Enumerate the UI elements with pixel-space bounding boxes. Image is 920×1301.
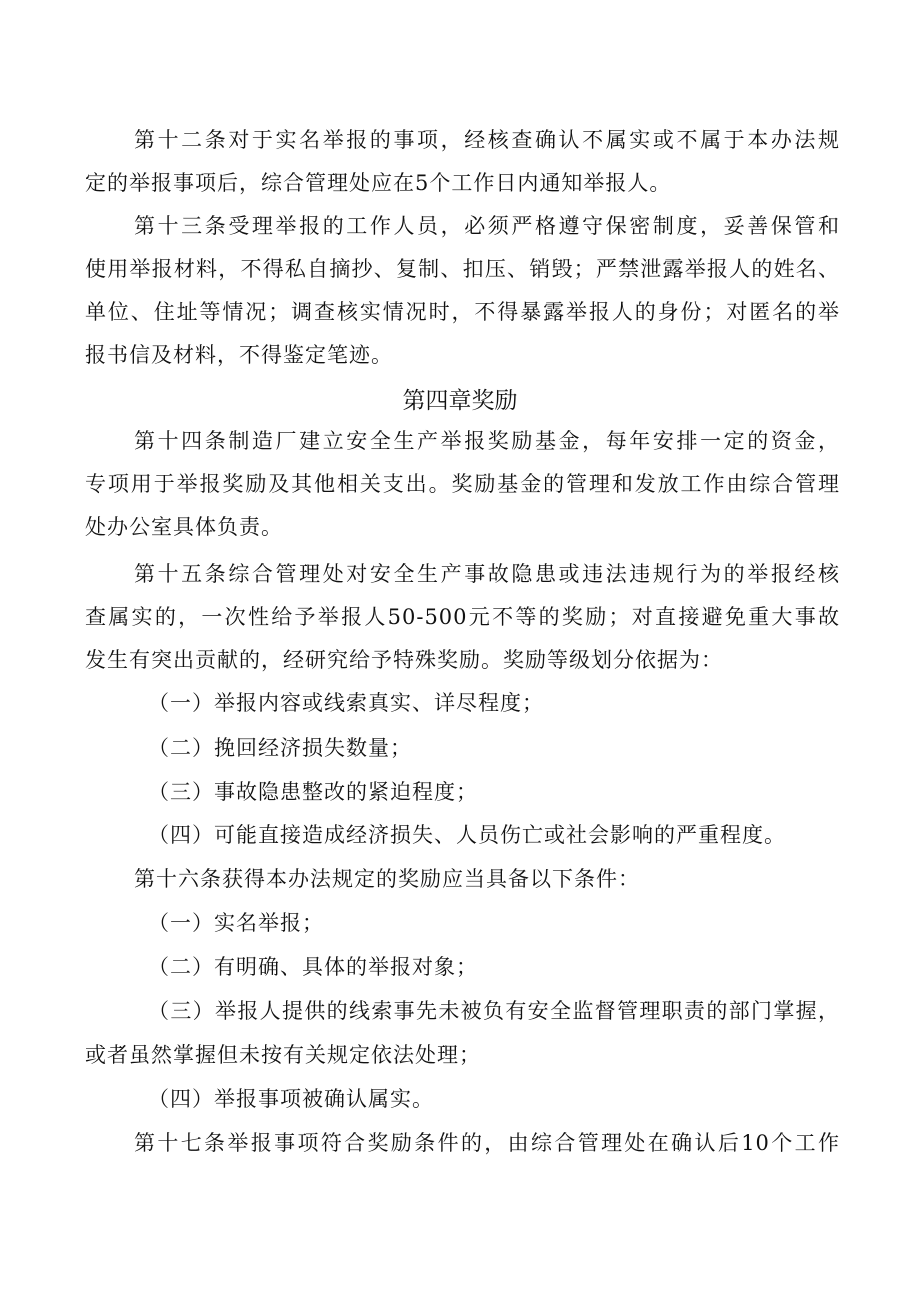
article-16-item-2: （二）有明确、具体的举报对象； [148,955,478,979]
article-12-line-2: 定的举报事项后，综合管理处应在5个工作日内通知举报人。 [85,171,672,195]
article-16-item-3-line-1: （三）举报人提供的线索事先未被负有安全监督管理职责的部门掌握， [148,999,840,1023]
article-16-item-1: （一）实名举报； [148,911,324,935]
article-15-item-3: （三）事故隐患整改的紧迫程度； [148,780,478,804]
article-15-line-3: 发生有突出贡献的，经研究给予特殊奖励。奖励等级划分依据为： [85,648,723,672]
article-16-item-4: （四）举报事项被确认属实。 [148,1087,434,1111]
article-15-item-4: （四）可能直接造成经济损失、人员伤亡或社会影响的严重程度。 [148,823,786,847]
article-15-line-2: 查属实的，一次性给予举报人50-500元不等的奖励；对直接避免重大事故 [85,605,840,629]
article-17-line-1: 第十七条举报事项符合奖励条件的，由综合管理处在确认后10个工作 [134,1131,840,1155]
chapter-heading: 第四章奖励 [402,388,518,414]
article-16-line-1: 第十六条获得本办法规定的奖励应当具备以下条件： [134,867,640,891]
article-14-line-1: 第十四条制造厂建立安全生产举报奖励基金，每年安排一定的资金， [134,429,840,453]
article-15-item-2: （二）挽回经济损失数量； [148,736,412,760]
article-16-item-3-line-2: 或者虽然掌握但未按有关规定依法处理； [85,1043,481,1067]
article-12-line-1: 第十二条对于实名举报的事项，经核查确认不属实或不属于本办法规 [134,128,840,152]
article-14-line-3: 处办公室具体负责。 [85,515,283,539]
article-13-line-1: 第十三条受理举报的工作人员，必须严格遵守保密制度，妥善保管和 [134,214,840,238]
article-14-line-2: 专项用于举报奖励及其他相关支出。奖励基金的管理和发放工作由综合管理 [85,472,840,496]
article-15-item-1: （一）举报内容或线索真实、详尽程度； [148,691,544,715]
article-13-line-2: 使用举报材料，不得私自摘抄、复制、扣压、销毁；严禁泄露举报人的姓名、 [85,257,840,281]
article-13-line-3: 单位、住址等情况；调查核实情况时，不得暴露举报人的身份；对匿名的举 [85,300,840,324]
article-15-line-1: 第十五条综合管理处对安全生产事故隐患或违法违规行为的举报经核 [134,562,840,586]
article-13-line-4: 报书信及材料，不得鉴定笔迹。 [85,343,393,367]
